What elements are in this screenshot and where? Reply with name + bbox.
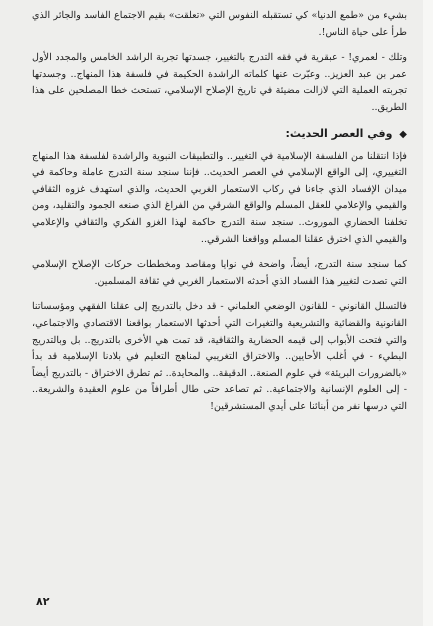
section-heading: [32, 126, 407, 143]
paragraph-4: كما سنجد سنة التدرج، أيضاً، واضحة في نوايا ومقاصد ومخططات حركات الإصلاح الإسلامي التي تصدت لتغيير هذا الفساد الذي أحدثه الاستعمار الغربي في ثقافة المسلمين.: [32, 259, 407, 287]
page-edge: [423, 0, 433, 626]
paragraph-1: بشيء من «طمع الدنيا» كي تستقبله النفوس التي «تعلقت» بقيم الاجتماع الفاسد والجائر الذي طرأ على حياة الناس!.: [32, 10, 407, 38]
diamond-bullet-icon: ◆: [399, 128, 407, 140]
section-heading-text: وفي العصر الحديث:: [285, 126, 393, 140]
page-number: ٨٢: [36, 595, 50, 608]
paragraph-5: فالتسلل القانوني - للقانون الوضعي العلماني - قد دخل بالتدريج إلى عقلنا الفقهي ومؤسساتنا القانونية والقضائية والتشريعية والتغيرات التي أحدثها الاستعمار بواقعنا الاقتصادي والاجتماعي، والتي فتحت الأبواب إلى قيمه الحضارية والثقافية، قد تمت هي الأخرى بالتدريج.. بل وبالتدريج البطيء - في أغلب الأحايين.. والاختراق التغريبي لمناهج التعليم في بلادنا الإسلامية قد بدأ «بالضرورات البريئة» في علوم الصنعة.. الدقيقة.. والمحايدة.. ثم تطرق الاختراق - بالتدريج أيضاً - إلى العلوم الإنسانية والاجتماعية.. ثم تصاعد حتى طال أطرافاً من علوم العقيدة والشريعة.. التي درسها نفر من أبنائنا على أيدي المستشرقين!: [32, 301, 407, 412]
paragraph-2: وتلك - لعمري! - عبقرية في فقه التدرج بالتغيير، جسدتها تجربة الراشد الخامس والمجدد الأول عمر بن عبد العزيز.. وعبّرت عنها كلماته الراشدة الحكيمة في فلسفة هذا المنهاج.. وجسدتها تجربته العملية التي لازالت مضيئة في تاريخ الإصلاح الإسلامي، تستحث خطا المصلحين على هذا الطريق..: [32, 52, 407, 113]
paragraph-3: فإذا انتقلنا من الفلسفة الإسلامية في التغيير.. والتطبيقات النبوية والراشدة لفلسفة هذا المنهاج التغييري، إلى الواقع الإسلامي في العصر الحديث.. فإننا سنجد سنة التدرج عاملة وحاكمة في ميدان الإفساد الذي جاءنا في ركاب الاستعمار الغربي الحديث، والذي استهدف غزوه الثقافي والقيمي والإعلامي للعقل المسلم والواقع الشرقي من الفراغ الذي صنعه الجمود والتقليد، ومن تخلفنا الحضاري الموروث.. سنجد سنة التدرج حاكمة لهذا الغزو الفكري والثقافي والإعلامي والقيمي الذي اخترق عقلنا المسلم وواقعنا الشرقي..: [32, 150, 407, 245]
